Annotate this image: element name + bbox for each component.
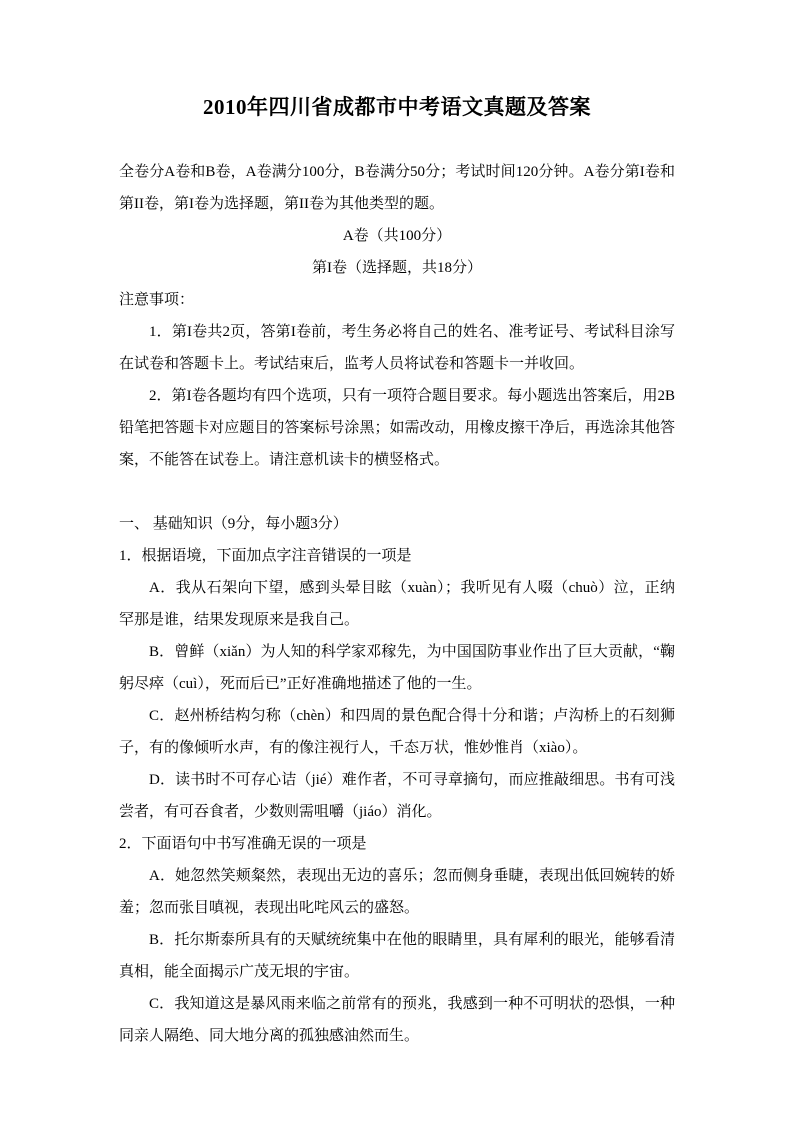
question-2-option-a: A．她忽然笑颊粲然，表现出无边的喜乐；忽而侧身垂睫，表现出低回婉转的娇羞；忽而张目嗔视，表现出叱咤风云的盛怒。 — [119, 868, 675, 916]
notes-title: 注意事项： — [119, 292, 195, 308]
note-item-1: 1．第I卷共2页，答第I卷前，考生务必将自己的姓名、准考证号、考试科目涂写在试卷和答题卡上。考试结束后，监考人员将试卷和答题卡一并收回。 — [119, 324, 675, 372]
question-2-option-b: B．托尔斯泰所具有的天赋统统集中在他的眼睛里，具有犀利的眼光，能够看清真相，能全面揭示广茂无垠的宇宙。 — [119, 932, 675, 980]
question-1-option-a: A．我从石架向下望，感到头晕目眩（xuàn）；我听见有人啜（chuò）泣，正纳罕那是谁，结果发现原来是我自己。 — [119, 580, 675, 628]
intro-paragraph: 全卷分A卷和B卷，A卷满分100分，B卷满分50分；考试时间120分钟。A卷分第I卷和第II卷，第I卷为选择题，第II卷为其他类型的题。 — [119, 164, 675, 212]
note-item-2: 2．第I卷各题均有四个选项，只有一项符合题目要求。每小题选出答案后，用2B铅笔把答题卡对应题目的答案标号涂黑；如需改动，用橡皮擦干净后，再选涂其他答案，不能答在试卷上。请注意机读卡的横竖格式。 — [119, 388, 675, 468]
part-one-heading: 第I卷（选择题，共18分） — [312, 260, 482, 276]
question-1-option-d: D．读书时不可存心诘（jié）难作者，不可寻章摘句，而应推敲细思。书有可浅尝者，有可吞食者，少数则需咀嚼（jiáo）消化。 — [119, 772, 675, 820]
question-1-option-c: C．赵州桥结构匀称（chèn）和四周的景色配合得十分和谐；卢沟桥上的石刻狮子，有的像倾听水声，有的像注视行人，千态万状，惟妙惟肖（xiào）。 — [119, 708, 675, 756]
section-one-heading: 一、 基础知识（9分，每小题3分） — [119, 516, 348, 532]
volume-a-heading: A卷（共100分） — [342, 228, 452, 244]
question-2-stem: 2．下面语句中书写准确无误的一项是 — [119, 836, 367, 852]
document-title: 2010年四川省成都市中考语文真题及答案 — [203, 95, 591, 119]
question-2-option-c: C．我知道这是暴风雨来临之前常有的预兆，我感到一种不可明状的恐惧，一种同亲人隔绝、同大地分离的孤独感油然而生。 — [119, 996, 675, 1044]
question-1-stem: 1．根据语境，下面加点字注音错误的一项是 — [119, 548, 412, 564]
question-1-option-b: B．曾鲜（xiǎn）为人知的科学家邓稼先，为中国国防事业作出了巨大贡献，“鞠躬尽瘁（cuì），死而后已”正好准确地描述了他的一生。 — [119, 644, 675, 692]
